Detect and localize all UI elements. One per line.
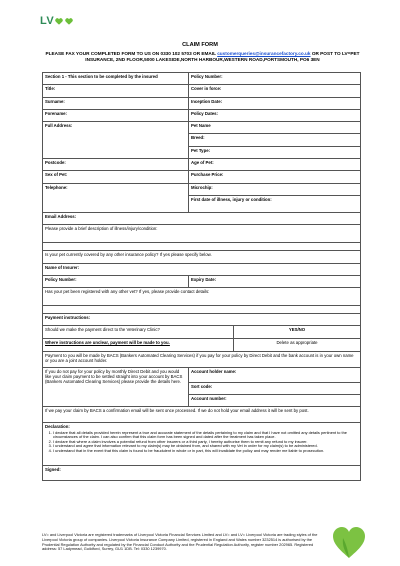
form-title: CLAIM FORM	[182, 42, 218, 48]
purchase-price-field[interactable]: Purchase Price:	[189, 171, 361, 183]
heart-logo-icon	[56, 18, 62, 24]
yes-no-field[interactable]: YES/NO	[234, 326, 361, 338]
intro-suffix: OR POST TO LV=PET INSURANCE, 2ND FLOOR,5000 LAKESIDE,NORTH HARBOUR,WESTERN ROAD,PORTSMOUTH, PO6 3EN	[85, 51, 360, 63]
forename-field[interactable]: Forename:	[43, 109, 189, 121]
delete-as-appropriate-note: Delete as appropriate	[234, 338, 361, 351]
title-field[interactable]: Title:	[43, 85, 189, 97]
declaration-block	[43, 423, 361, 466]
expiry-date-field[interactable]: Expiry Date:	[189, 275, 361, 287]
illness-description-field[interactable]: Please provide a brief description of illness/injury/condition:	[43, 225, 361, 243]
email-address-field[interactable]: Email Address:	[43, 212, 361, 224]
telephone-field[interactable]: Telephone:	[43, 183, 189, 212]
claim-form-table	[42, 72, 361, 481]
blank-row	[43, 243, 361, 251]
account-number-field[interactable]: Account number:	[189, 395, 361, 407]
section1-heading: Section 1 - This section to be completed by the insured	[43, 73, 189, 85]
unclear-instructions-warning: Where instructions are unclear, payment will be made to you.	[43, 338, 234, 351]
cover-in-force-field[interactable]: Cover in force:	[189, 85, 361, 97]
full-address-field[interactable]: Full Address:	[43, 122, 189, 159]
pet-type-field[interactable]: Pet Type:	[189, 146, 361, 158]
pay-vet-question: Should we make the payment direct to the Veterinary Clinic?	[43, 326, 234, 338]
name-of-insurer-field[interactable]: Name of Insurer:	[43, 263, 361, 275]
other-insurance-question: Is your pet currently covered by any other insurance policy? If yes please specify below.	[43, 251, 361, 263]
pet-name-field[interactable]: Pet Name	[189, 122, 361, 134]
declaration-item: 2. I declare that where a claim involves a potential refund from other insurers or a third party, I hereby authorise them to remit any refund to my insurer.	[53, 440, 358, 445]
breed-field[interactable]: Breed:	[189, 134, 361, 146]
footer-legal-text: LV= and Liverpool Victoria are registered trademarks of Liverpool Victoria Financial Services Limited and LV= and LV= Liverpool Victoria are trading styles of the Liverpool Victoria group of companies. Liverpool Victoria Insurance Company Limited, registered in England and Wales number 3232514 is authorised by the Prudential Regulation Authority and regulated by the Financial Conduct Authority and the Prudential Regulation Authority, register number 202965. Registered address: 57 Ladymead, Guildford, Surrey, GU1 1DB. Tel: 0330 1239970.	[42, 532, 318, 552]
intro-instructions	[40, 51, 365, 64]
heart-logo-icon-2	[66, 18, 72, 24]
payment-instructions-heading: Payment instructions:	[43, 314, 361, 326]
declaration-item: 3. I understand and agree that information relevant to my claim(s) may be obtained from, and shared with my Vet in order for my claim(s) to be administered.	[53, 444, 358, 449]
bacs-email-note: If we pay your claim by BACS a confirmation email will be sent once processed. If we do not hold your email address it will be sent by post.	[43, 407, 361, 423]
lv-heart-icon	[332, 526, 366, 560]
blank-row-2	[43, 306, 361, 314]
signed-field[interactable]: Signed:	[43, 466, 361, 481]
lv-logo	[40, 14, 74, 28]
surname-field[interactable]: Surname:	[43, 97, 189, 109]
intro-prefix: PLEASE FAX YOUR COMPLETED FORM TO US ON 0330 102 5703 OR EMAIL	[45, 51, 218, 56]
sort-code-field[interactable]: Sort code:	[189, 382, 361, 394]
declaration-item: 1. I declare that all details provided herein represent a true and accurate statement of the details pertaining to my claim and that I have not omitted any details pertinent to the circumstances of the claim. I can also confirm that this claim form has been signed and dated after the treatment has taken place.	[53, 431, 358, 440]
microchip-field[interactable]: Microchip:	[189, 183, 361, 195]
inception-date-field[interactable]: Inception Date:	[189, 97, 361, 109]
age-of-pet-field[interactable]: Age of Pet:	[189, 159, 361, 171]
logo-text: LV	[40, 15, 55, 27]
bacs-direct-debit-note: If you do not pay for your policy by monthly Direct Debit and you would like your claim payment to be settled straight into your account by BACS (Bankers Automated Clearing Services) please provide the details here.	[43, 367, 189, 407]
policy-number-field[interactable]: Policy Number:	[189, 73, 361, 85]
account-holder-name-field[interactable]: Account holder name:	[189, 367, 361, 382]
contact-email-link[interactable]: customerqueries@insurancefactory.co.uk	[217, 51, 311, 56]
other-policy-number-field[interactable]: Policy Number:	[43, 275, 189, 287]
other-vet-field[interactable]: Has your pet been registered with any other vet? If yes, please provide contact details:	[43, 288, 361, 306]
declaration-item: 4. I understand that in the event that this claim is found to be fraudulent in whole or in part, this will invalidate the policy and may render me liable to prosecution.	[53, 449, 358, 454]
first-date-illness-field[interactable]: First date of illness, injury or condition:	[189, 195, 361, 212]
declaration-list	[45, 431, 358, 454]
postcode-field[interactable]: Postcode:	[43, 159, 189, 171]
bacs-note: Payment to you will be made by BACS (Bankers Automated Clearing Services) if you pay for your policy by Direct Debit and the bank account is in your own name or you are a joint account holder.	[43, 351, 361, 367]
declaration-heading: Declaration:	[45, 424, 70, 430]
policy-dates-field[interactable]: Policy Dates:	[189, 109, 361, 121]
sex-of-pet-field[interactable]: Sex of Pet:	[43, 171, 189, 183]
